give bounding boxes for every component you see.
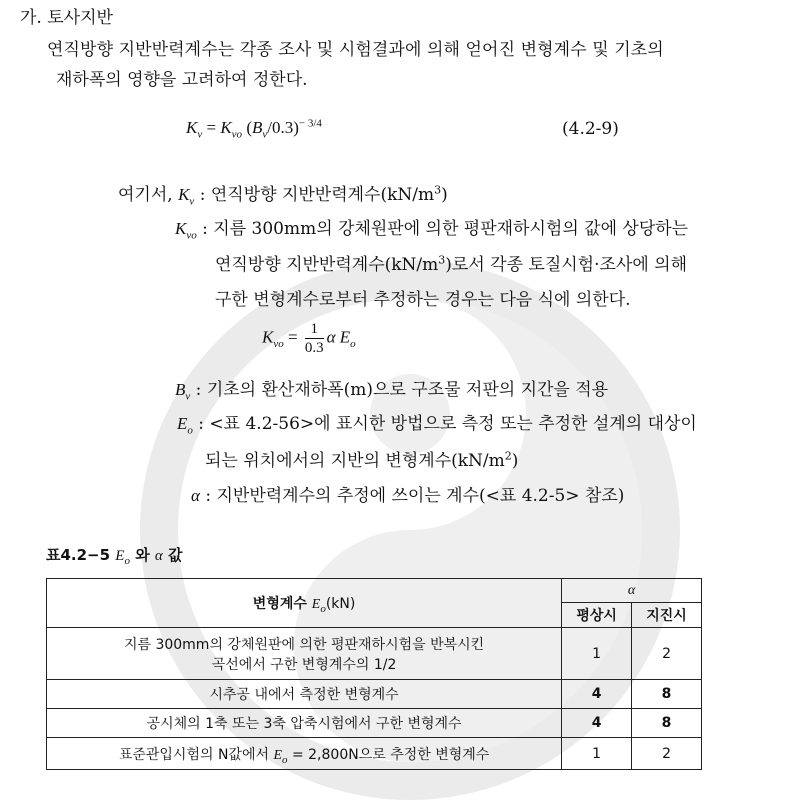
header-modulus: 변형계수 $E_o(kN)$ [47, 579, 562, 628]
row-description: 시추공 내에서 측정한 변형계수 [47, 680, 562, 709]
def-kvo-line-2: 연직방향 지반반력계수$(kN/m^3)$로서 각종 토질시험·조사에 의해 [215, 253, 688, 275]
table-row [47, 680, 702, 709]
table-row [47, 709, 702, 738]
def-bv: $B_v$ : 기초의 환산재하폭(m)으로 구조물 저판의 지간을 적용 [175, 380, 609, 403]
table-row [47, 628, 702, 680]
row-earthquake-value: 8 [632, 680, 702, 709]
row-normal-value: 4 [562, 709, 632, 738]
row-earthquake-value: 2 [632, 738, 702, 770]
row-description: 공시체의 1축 또는 3축 압축시험에서 구한 변형계수 [47, 709, 562, 738]
row-description: 표준관입시험의 N값에서 $E_o = 2,800N$으로 추정한 변형계수 [47, 738, 562, 770]
intro-line-1: 연직방향 지반반력계수는 각종 조사 및 시험결과에 의해 얻어진 변형계수 및 기초의 [47, 40, 664, 60]
header-normal: 평상시 [562, 603, 632, 628]
formula-number: (4.2-9) [562, 119, 619, 139]
table-caption: 표4.2−5 $E_o$ 와 α 값 [46, 546, 183, 567]
row-earthquake-value: 8 [632, 709, 702, 738]
modulus-table [46, 578, 702, 770]
header-alpha: α [562, 579, 702, 603]
intro-line-2: 재하폭의 영향을 고려하여 정한다. [56, 70, 308, 90]
section-heading: 가. 토사지반 [20, 8, 113, 28]
table-row [47, 738, 702, 770]
formula-kv: $K_v = K_{vo}$ $(B_v/0.3)^{- 3/4}$ [186, 117, 322, 141]
def-kvo-line-1: $K_{vo}$ : 지름 300mm의 강체원판에 의한 평판재하시험의 값에 상당하는 [175, 219, 689, 242]
row-normal-value: 1 [562, 738, 632, 770]
row-earthquake-value: 2 [632, 628, 702, 680]
formula-kvo: $K_{vo}$ = $\frac{1}{0.3}$ α $E_o$ [262, 321, 356, 356]
row-normal-value: 1 [562, 628, 632, 680]
def-kv: 여기서, $K_v$ : 연직방향 지반반력계수$(kN/m^3)$ [118, 183, 448, 208]
header-earthquake: 지진시 [632, 603, 702, 628]
row-description: 지름 300mm의 강체원판에 의한 평판재하시험을 반복시킨 곡선에서 구한 변형계수의 1/2 [47, 628, 562, 680]
def-kvo-line-3: 구한 변형계수로부터 추정하는 경우는 다음 식에 의한다. [215, 290, 631, 310]
def-alpha: α : 지반반력계수의 추정에 쓰이는 계수(<표 4.2-5> 참조) [191, 486, 625, 506]
def-eo-line-1: $E_o$ : <표 4.2-56>에 표시한 방법으로 측정 또는 추정한 설계의 대상이 [177, 414, 697, 437]
def-eo-line-2: 되는 위치에서의 지반의 변형계수$(kN/m^2)$ [205, 449, 519, 471]
row-normal-value: 4 [562, 680, 632, 709]
